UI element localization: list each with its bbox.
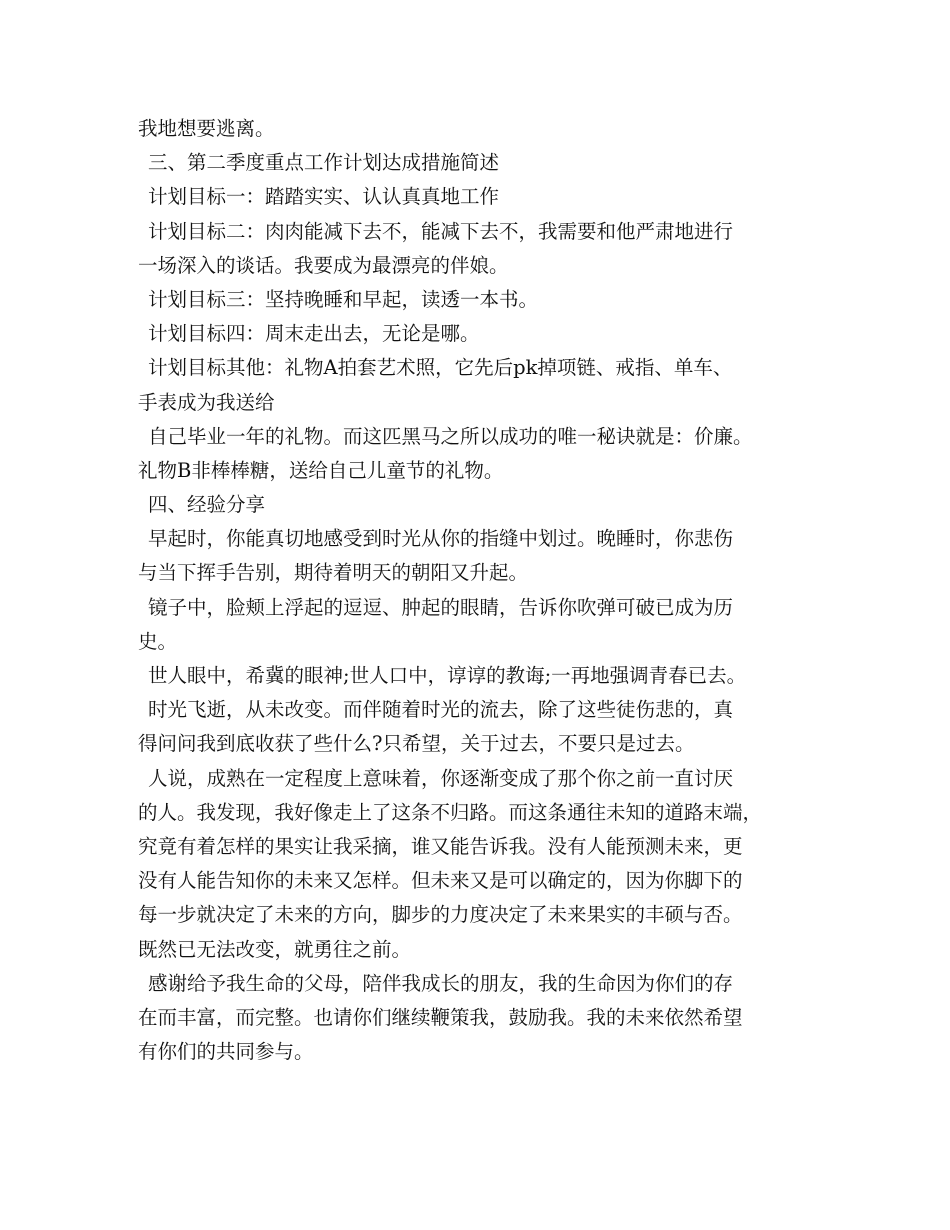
text-line: 世人眼中，希冀的眼神;世人口中，谆谆的教诲;一再地强调青春已去。 [148,664,747,687]
text-line: 计划目标四：周末走出去，无论是哪。 [148,322,480,346]
text-line: 镜子中，脸颊上浮起的逗逗、肿起的眼睛，告诉你吹弹可破已成为历 [148,595,734,619]
text-line: 得问问我到底收获了些什么?只希望，关于过去，不要只是过去。 [138,732,695,756]
text-line: 手表成为我送给 [138,390,275,414]
text-line: 的人。我发现，我好像走上了这条不归路。而这条通往未知的道路末端， [138,800,763,824]
document-page [138,112,828,1069]
text-line: 计划目标其他：礼物A拍套艺术照，它先后pk掉项链、戒指、单车、 [148,356,733,380]
text-line: 早起时，你能真切地感受到时光从你的指缝中划过。晚睡时，你悲伤 [148,527,734,551]
text-line: 感谢给予我生命的父母，陪伴我成长的朋友，我的生命因为你们的存 [148,971,734,995]
text-line: 计划目标一：踏踏实实、认认真真地工作 [148,185,500,209]
text-line: 人说，成熟在一定程度上意味着，你逐渐变成了那个你之前一直讨厌 [148,766,734,790]
text-line: 每一步就决定了未来的方向，脚步的力度决定了未来果实的丰硕与否。 [138,903,743,927]
text-line: 一场深入的谈话。我要成为最漂亮的伴娘。 [138,253,509,277]
text-line: 计划目标二：肉肉能减下去不，能减下去不，我需要和他严肃地进行 [148,219,734,243]
text-line: 计划目标三：坚持晚睡和早起，读透一本书。 [148,287,539,311]
text-line: 究竟有着怎样的果实让我采摘，谁又能告诉我。没有人能预测未来，更 [138,834,743,858]
text-line: 有你们的共同参与。 [138,1040,314,1064]
text-line: 没有人能告知你的未来又怎样。但未来又是可以确定的，因为你脚下的 [138,869,743,893]
section-heading: 三、第二季度重点工作计划达成措施简述 [148,151,500,175]
text-line: 我地想要逃离。 [138,117,275,140]
section-heading: 四、经验分享 [148,493,266,517]
text-line: 时光飞逝，从未改变。而伴随着时光的流去，除了这些徒伤悲的，真 [148,698,734,722]
text-line: 礼物B非棒棒糖，送给自己儿童节的礼物。 [138,458,504,482]
text-line: 与当下挥手告别，期待着明天的朝阳又升起。 [138,561,529,585]
text-line: 既然已无法改变，就勇往之前。 [138,937,412,961]
text-line: 在而丰富，而完整。也请你们继续鞭策我，鼓励我。我的未来依然希望 [138,1005,743,1029]
text-line: 史。 [138,629,178,653]
text-line: 自己毕业一年的礼物。而这匹黑马之所以成功的唯一秘诀就是：价廉。 [148,424,753,448]
